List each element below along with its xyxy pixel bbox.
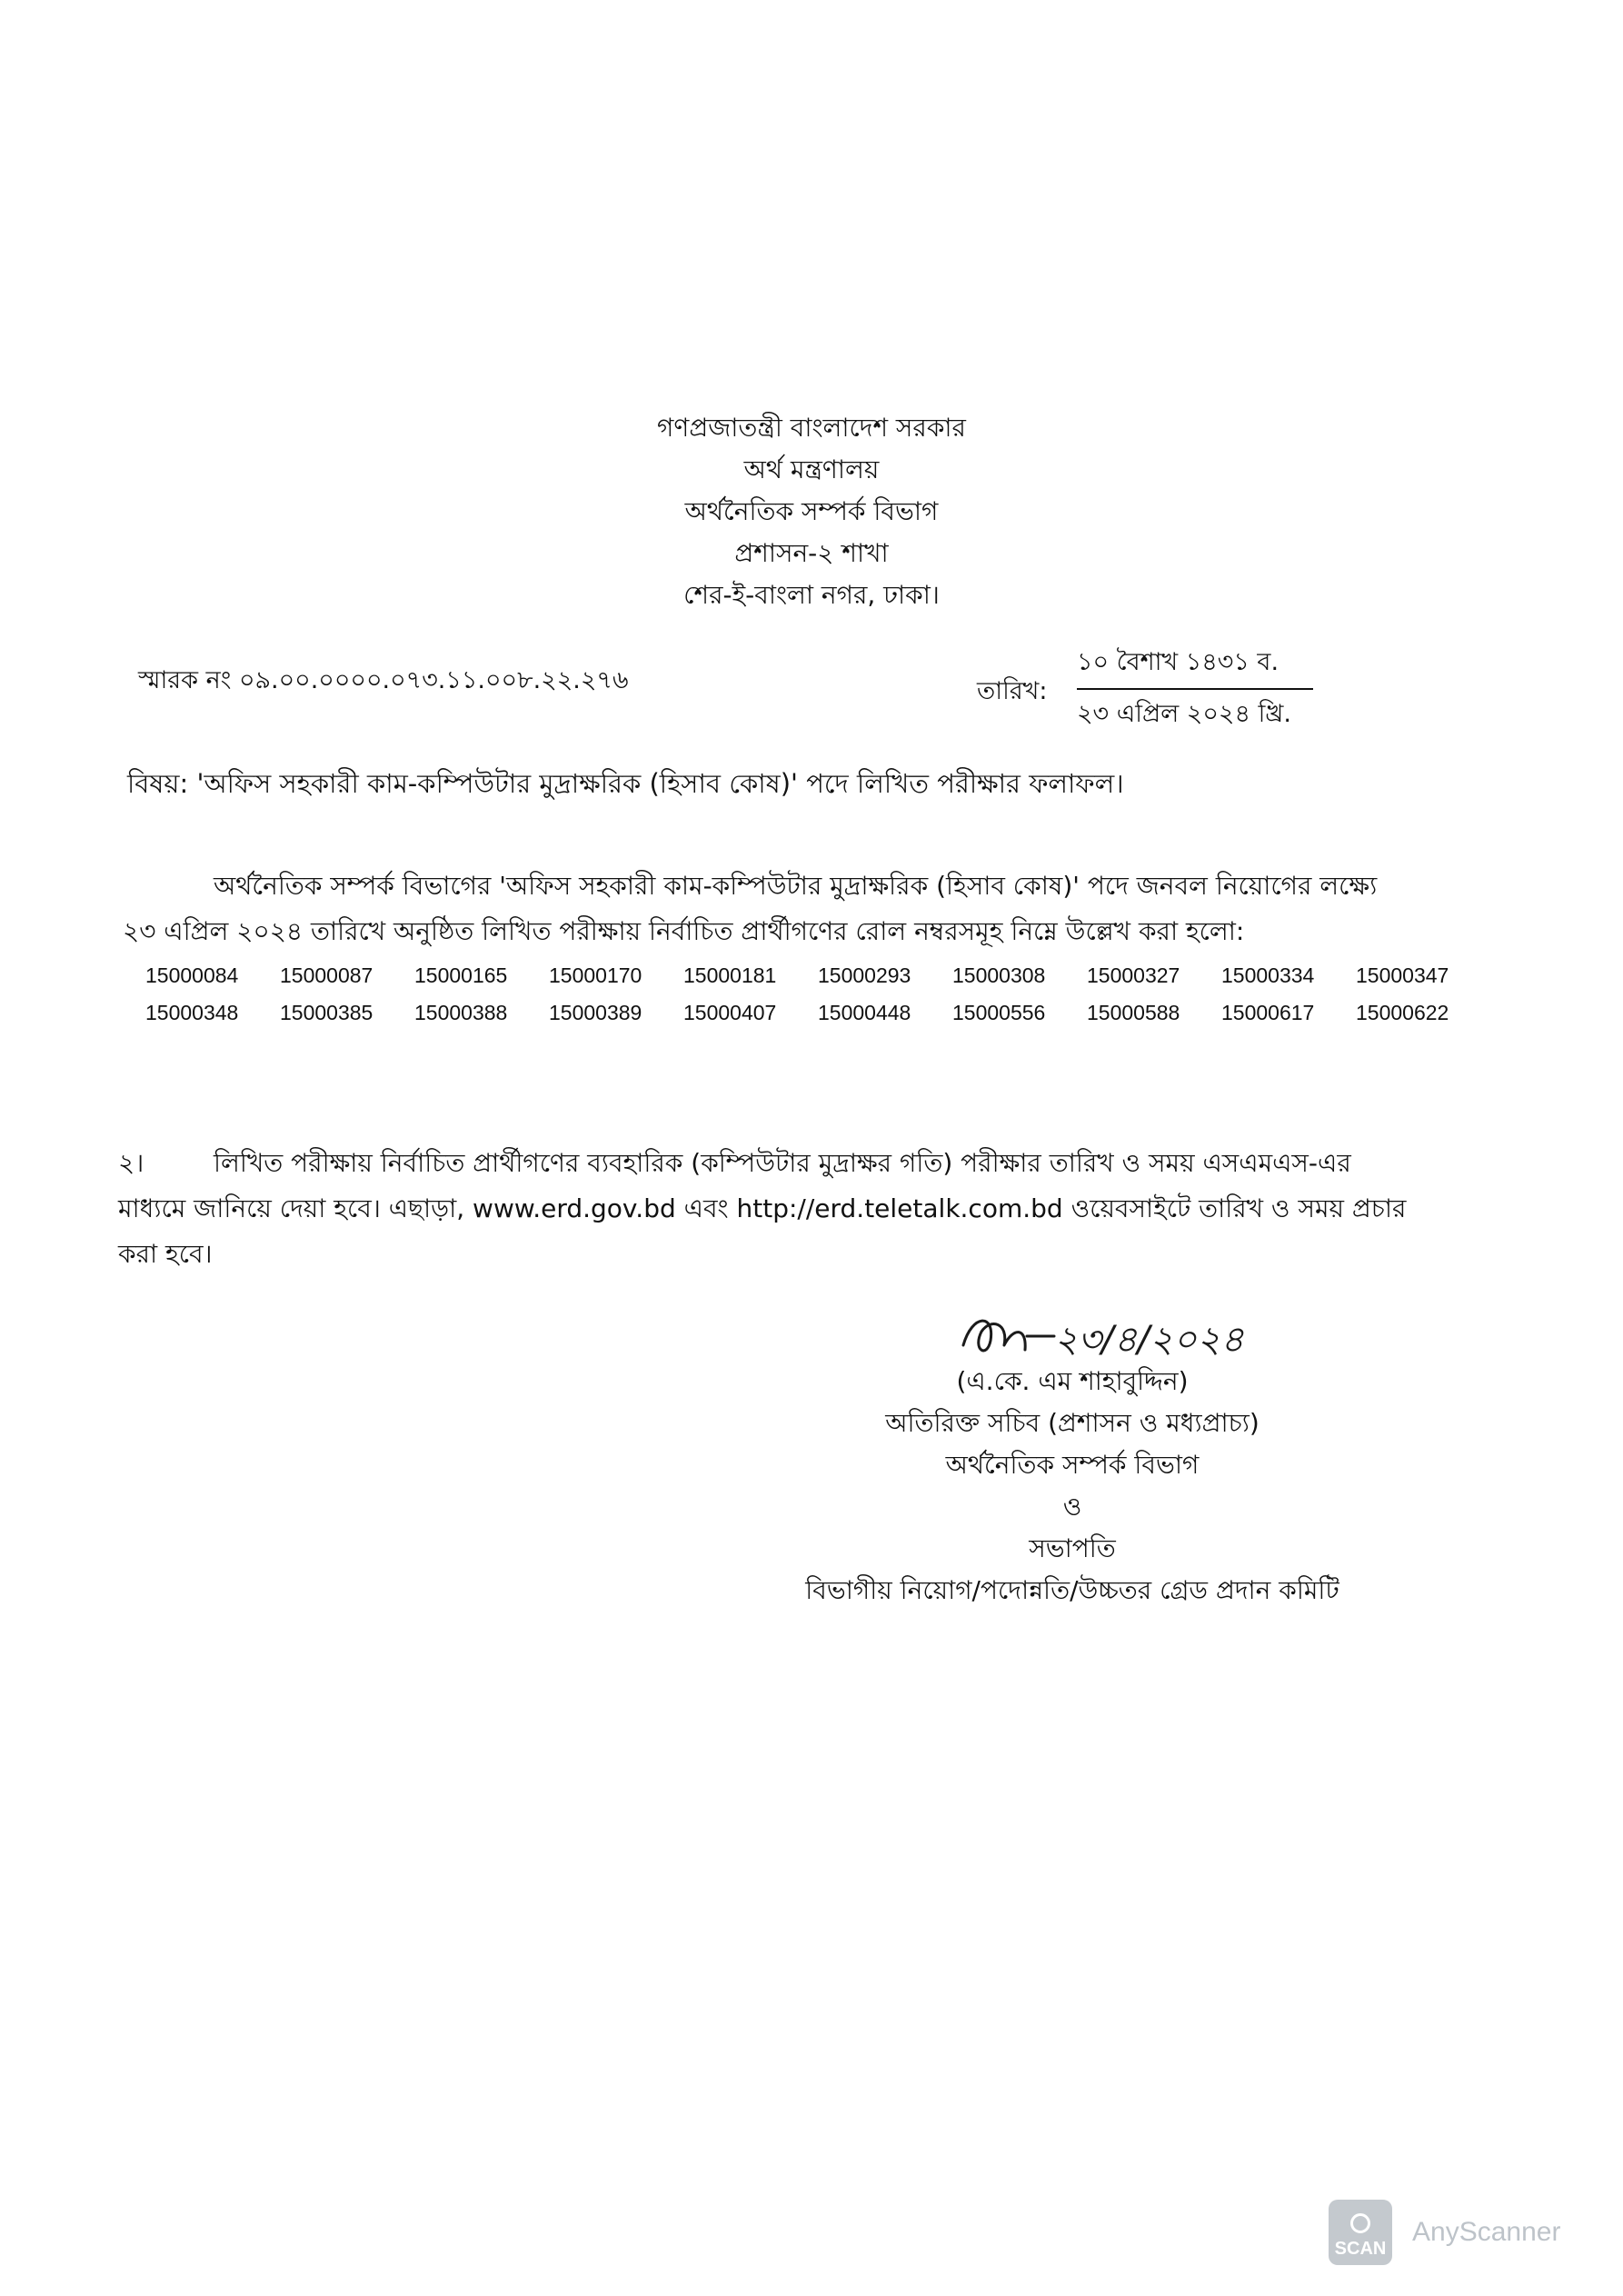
- subject-line: বিষয়: 'অফিস সহকারী কাম-কম্পিউটার মুদ্রাক্ষরিক (হিসাব কোষ)' পদে লিখিত পরীক্ষার ফলাফল।: [127, 768, 1124, 799]
- roll-number: 15000087: [280, 963, 373, 987]
- date-label: তারিখ:: [977, 677, 1048, 705]
- roll-number: 15000556: [952, 1001, 1046, 1024]
- header-ministry: অর্থ মন্ত্রণালয়: [743, 454, 880, 484]
- date-bangla: ১০ বৈশাখ ১৪৩১ ব.: [1077, 644, 1313, 690]
- letterhead: [584, 407, 1039, 616]
- header-government: গণপ্রজাতন্ত্রী বাংলাদেশ সরকার: [657, 413, 966, 443]
- paragraph-1-line-1: অর্থনৈতিক সম্পর্ক বিভাগের 'অফিস সহকারী কাম-কম্পিউটার মুদ্রাক্ষরিক (হিসাব কোষ)' পদে জনবল নিয়োগের লক্ষ্যে: [214, 871, 1378, 901]
- signatory-conjunction: ও: [1062, 1492, 1082, 1522]
- date-box: [1077, 644, 1313, 736]
- roll-number: 15000588: [1087, 1001, 1180, 1024]
- roll-number: 15000622: [1356, 1001, 1449, 1024]
- scanner-brand-text: AnyScanner: [1412, 2217, 1561, 2247]
- roll-number: 15000327: [1087, 963, 1180, 987]
- paragraph-1: [123, 863, 1513, 954]
- roll-number: 15000407: [683, 1001, 777, 1024]
- paragraph-2-number: ২।: [118, 1148, 144, 1178]
- memo-reference: স্মারক নং ০৯.০০.০০০০.০৭৩.১১.০০৮.২২.২৭৬: [138, 666, 629, 694]
- roll-number: 15000165: [414, 963, 508, 987]
- signatory-role: সভাপতি: [1029, 1533, 1116, 1563]
- paragraph-2: [118, 1141, 1518, 1277]
- roll-number: 15000181: [683, 963, 777, 987]
- signature-date: ২৩/৪/২০২৪: [1054, 1319, 1244, 1361]
- date-gregorian: ২৩ এপ্রিল ২০২৪ খ্রি.: [1077, 700, 1291, 728]
- header-branch: প্রশাসন-২ শাখা: [734, 538, 889, 568]
- signatory-committee: বিভাগীয় নিয়োগ/পদোন্নতি/উচ্চতর গ্রেড প্রদান কমিটি: [805, 1575, 1339, 1605]
- signatory-designation: অতিরিক্ত সচিব (প্রশাসন ও মধ্যপ্রাচ্য): [885, 1408, 1260, 1438]
- signatory-department: অর্থনৈতিক সম্পর্ক বিভাগ: [945, 1450, 1200, 1480]
- scan-icon-label: SCAN: [1334, 2239, 1387, 2259]
- roll-number: 15000388: [414, 1001, 508, 1024]
- scan-icon: [1329, 2200, 1392, 2265]
- roll-number: 15000308: [952, 963, 1046, 987]
- paragraph-2-line-3: করা হবে।: [118, 1239, 213, 1269]
- roll-number: 15000293: [818, 963, 911, 987]
- header-division: অর্থনৈতিক সম্পর্ক বিভাগ: [684, 496, 939, 526]
- header-address: শের-ই-বাংলা নগর, ঢাকা।: [683, 580, 940, 610]
- paragraph-1-line-2: ২৩ এপ্রিল ২০২৪ তারিখে অনুষ্ঠিত লিখিত পরীক্ষায় নির্বাচিত প্রার্থীগণের রোল নম্বরসমূহ নিম্নে উল্লেখ করা হলো:: [123, 916, 1245, 946]
- roll-number: 15000334: [1221, 963, 1315, 987]
- roll-number: 15000347: [1356, 963, 1449, 987]
- signatory-block: [800, 1361, 1345, 1612]
- paragraph-2-line-1: লিখিত পরীক্ষায় নির্বাচিত প্রার্থীগণের ব্যবহারিক (কম্পিউটার মুদ্রাক্ষর গতি) পরীক্ষার তারিখ ও সময় এসএমএস-এর: [214, 1148, 1351, 1178]
- roll-number: 15000385: [280, 1001, 373, 1024]
- signatory-name: (এ.কে. এম শাহাবুদ্দিন): [956, 1366, 1189, 1396]
- roll-number: 15000170: [549, 963, 642, 987]
- roll-number: 15000448: [818, 1001, 911, 1024]
- roll-number: 15000617: [1221, 1001, 1315, 1024]
- roll-number-list: [145, 963, 1499, 1025]
- scanner-watermark: [1329, 2200, 1560, 2265]
- roll-number: 15000389: [549, 1001, 642, 1024]
- paragraph-2-line-2: মাধ্যমে জানিয়ে দেয়া হবে। এছাড়া, www.erd.gov.bd এবং http://erd.teletalk.com.bd ওয়েবসাইটে তারিখ ও সময় প্রচার: [118, 1193, 1407, 1223]
- roll-number: 15000348: [145, 1001, 239, 1024]
- roll-number: 15000084: [145, 963, 239, 987]
